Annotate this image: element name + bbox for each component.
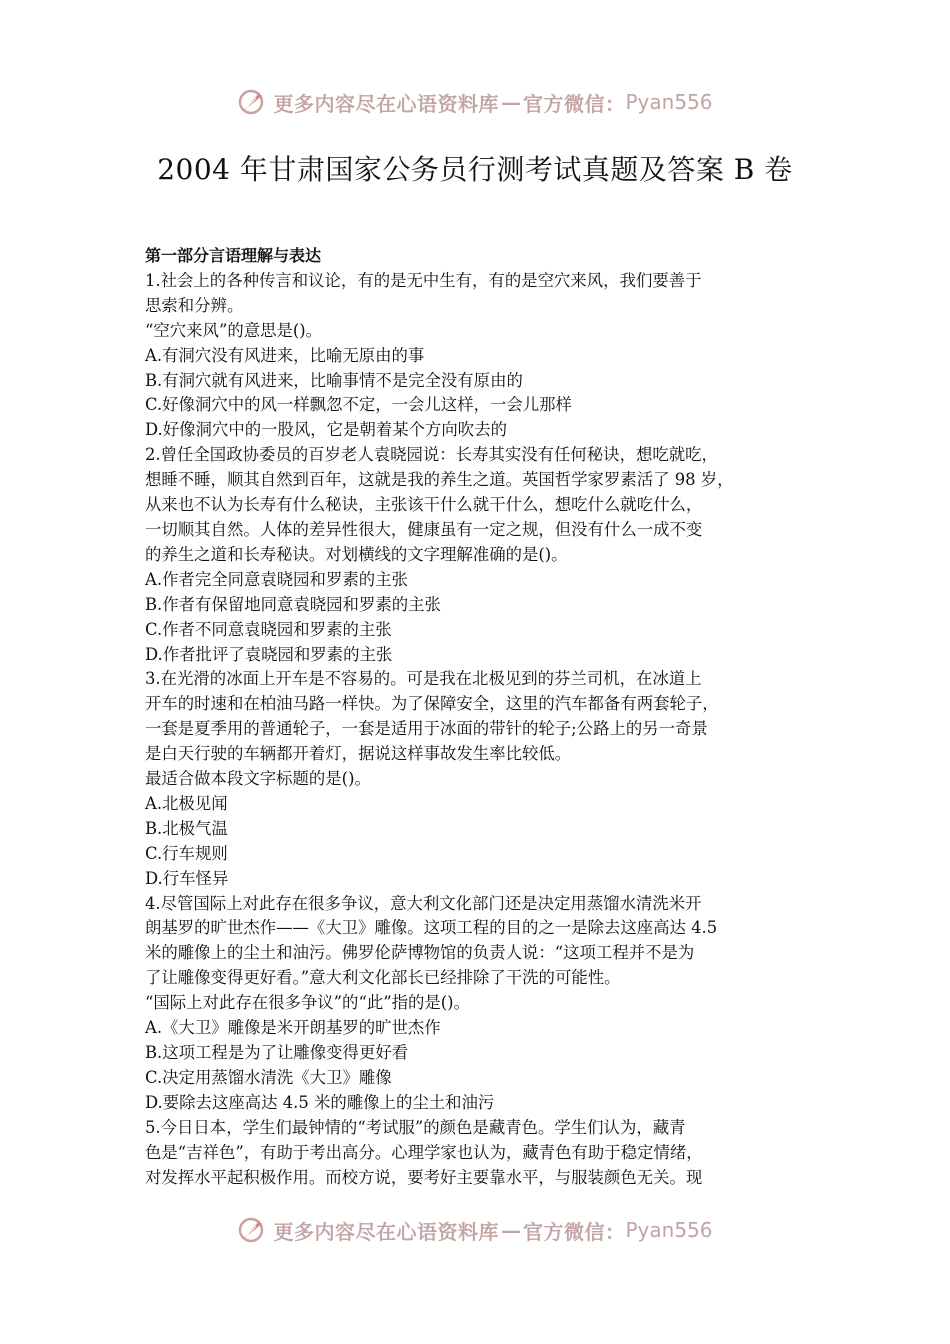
document-body [145,244,810,1190]
section-title: 第一部分言语理解与表达 [145,246,322,265]
text-line: D.作者批评了袁晓园和罗素的主张 [145,644,393,664]
text-line: C.决定用蒸馏水清洗《大卫》雕像 [145,1067,392,1087]
text-line: 一切顺其自然。人体的差异性很大，健康虽有一定之规，但没有什么一成不变 [145,519,703,539]
text-line: 2.曾任全国政协委员的百岁老人袁晓园说：长寿其实没有任何秘诀，想吃就吃， [145,445,718,465]
text-line: “空穴来风”的意思是()。 [145,320,323,340]
text-line: 4.尽管国际上对此存在很多争议，意大利文化部门还是决定用蒸馏水清洗米开 [145,893,702,913]
watermark-official: 官方微信： [522,91,626,116]
text-line: 1.社会上的各种传言和议论，有的是无中生有，有的是空穴来风，我们要善于 [145,270,702,290]
document-title: 2004 年甘肃国家公务员行测考试真题及答案 B 卷 [157,153,793,186]
text-line: 米的雕像上的尘土和油污。佛罗伦萨博物馆的负责人说：“这项工程并不是为 [145,943,695,963]
text-line: 5.今日日本，学生们最钟情的“考试服”的颜色是藏青色。学生们认为，藏青 [145,1117,686,1137]
text-line: 色是“吉祥色”，有助于考出高分。心理学家也认为，藏青色有助于稳定情绪， [145,1142,703,1162]
text-line: B.有洞穴就有风进来，比喻事情不是完全没有原由的 [145,370,523,390]
watermark-text: 更多内容尽在心语资料库 [273,1219,499,1244]
watermark-id: Pyan556 [625,1218,713,1242]
watermark-text: 更多内容尽在心语资料库 [273,91,499,116]
text-line: 从来也不认为长寿有什么秘诀，主张该干什么就干什么，想吃什么就吃什么， [145,495,703,515]
text-line: A.有洞穴没有风进来，比喻无原由的事 [145,345,425,365]
text-line: 对发挥水平起积极作用。而校方说，要考好主要靠水平，与服装颜色无关。现 [145,1167,703,1187]
quill-logo-icon [237,1215,267,1245]
text-line: “国际上对此存在很多争议”的“此”指的是()。 [145,993,470,1013]
text-line: C.作者不同意袁晓园和罗素的主张 [145,619,392,639]
text-line: A.《大卫》雕像是米开朗基罗的旷世杰作 [145,1018,441,1038]
text-line: 开车的时速和在柏油马路一样快。为了保障安全，这里的汽车都备有两套轮子， [145,694,719,714]
text-line: B.作者有保留地同意袁晓园和罗素的主张 [145,594,441,614]
text-line: C.好像洞穴中的风一样飘忽不定，一会儿这样，一会儿那样 [145,395,572,415]
text-line: A.作者完全同意袁晓园和罗素的主张 [145,569,408,589]
text-line: D.要除去这座高达 4.5 米的雕像上的尘土和油污 [145,1092,495,1112]
watermark-separator: — [500,1218,521,1242]
text-line: D.行车怪异 [145,868,229,888]
header-watermark [0,82,950,122]
text-line: 朗基罗的旷世杰作——《大卫》雕像。这项工程的目的之一是除去这座高达 4.5 [145,918,718,938]
text-line: 了让雕像变得更好看。”意大利文化部长已经排除了干洗的可能性。 [145,968,621,988]
text-line: B.这项工程是为了让雕像变得更好看 [145,1043,409,1062]
text-line: D.好像洞穴中的一股风，它是朝着某个方向吹去的 [145,420,507,440]
text-line: 一套是夏季用的普通轮子，一套是适用于冰面的带针的轮子;公路上的另一奇景 [145,719,708,739]
text-line: A.北极见闻 [145,793,228,813]
quill-logo-icon [237,87,267,117]
text-line: B.北极气温 [145,818,228,838]
footer-watermark [0,1210,950,1250]
text-line: C.行车规则 [145,843,228,863]
text-line: 3.在光滑的冰面上开车是不容易的。可是我在北极见到的芬兰司机，在冰道上 [145,669,702,689]
watermark-official: 官方微信： [522,1219,626,1244]
text-line: 的养生之道和长寿秘诀。对划横线的文字理解准确的是()。 [145,544,568,564]
watermark-id: Pyan556 [625,90,713,114]
watermark-separator: — [500,90,521,114]
text-line: 思索和分辨。 [145,295,244,315]
text-line: 是白天行驶的车辆都开着灯，据说这样事故发生率比较低。 [145,744,572,764]
text-line: 最适合做本段文字标题的是()。 [145,769,371,789]
text-line: 想睡不睡，顺其自然到百年，这就是我的养生之道。英国哲学家罗素活了 98 岁， [145,470,734,490]
